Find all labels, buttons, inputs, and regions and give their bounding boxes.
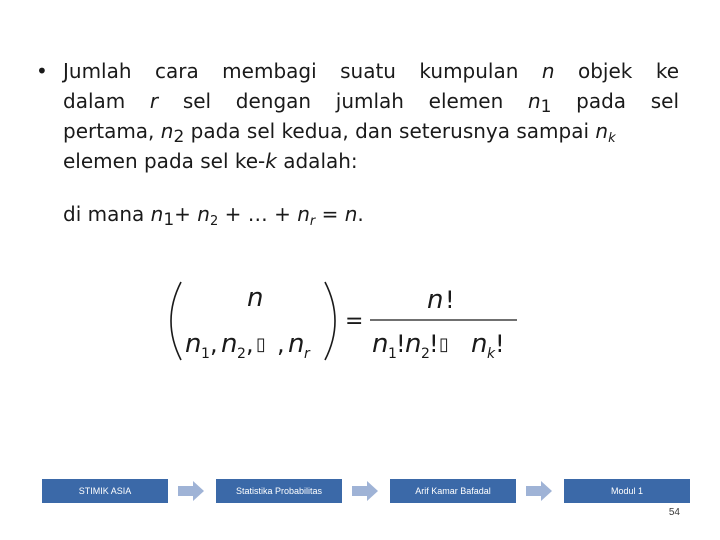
bottom-nr: n bbox=[288, 329, 305, 359]
den-placeholder-glyph: ▯ bbox=[439, 334, 449, 355]
multinomial-formula bbox=[165, 276, 525, 366]
footer-author: Arif Kamar Bafadal bbox=[390, 479, 516, 503]
bullet-dot: • bbox=[36, 59, 48, 83]
bullet-line-3: pertama, $n_2$ pada sel kedua, dan seterusnya sampai $n_k$ bbox=[63, 119, 616, 147]
bottom-comma2: , bbox=[246, 330, 254, 358]
right-paren bbox=[325, 282, 335, 360]
bottom-n2: n bbox=[221, 329, 238, 359]
footer-course: Statistika Probabilitas bbox=[216, 479, 342, 503]
footer-module: Modul 1 bbox=[564, 479, 690, 503]
numerator-bang: ! bbox=[445, 286, 455, 314]
den-sub2: 2 bbox=[421, 346, 430, 362]
arrow-right-icon bbox=[526, 481, 552, 501]
bottom-sub2: 2 bbox=[237, 346, 246, 362]
arrow-right-icon bbox=[352, 481, 378, 501]
den-bang2: ! bbox=[429, 330, 439, 358]
left-paren bbox=[171, 282, 181, 360]
page-number: 54 bbox=[668, 507, 680, 518]
bottom-subr: r bbox=[304, 346, 310, 362]
footer-institution: STIMIK ASIA bbox=[42, 479, 168, 503]
equals-sign: = bbox=[345, 309, 364, 334]
top-n: n bbox=[247, 283, 264, 313]
den-n1: n bbox=[372, 329, 389, 359]
den-n2: n bbox=[405, 329, 422, 359]
bullet-line-4: elemen pada sel ke-k adalah: bbox=[63, 149, 358, 173]
bullet-line-2: dalam r sel dengan jumlah elemen $n_1$ pada sel bbox=[63, 89, 679, 117]
den-bang1: ! bbox=[396, 330, 406, 358]
bullet-line-1: Jumlah cara membagi suatu kumpulan n objek ke bbox=[63, 59, 679, 83]
bottom-comma1: , bbox=[210, 330, 218, 358]
den-nk: n bbox=[471, 329, 488, 359]
bottom-n1: n bbox=[185, 329, 202, 359]
den-sub1: 1 bbox=[388, 346, 397, 362]
bullet-text bbox=[63, 56, 679, 176]
bottom-comma3: , bbox=[277, 330, 285, 358]
footer-bar bbox=[42, 479, 690, 503]
numerator-n: n bbox=[427, 285, 444, 315]
den-subk: k bbox=[487, 346, 496, 362]
den-bangk: ! bbox=[495, 330, 505, 358]
condition-line: di mana $n_1+ n_2$ + … + $n_r = n$. bbox=[63, 202, 364, 230]
placeholder-glyph: ▯ bbox=[256, 334, 266, 355]
arrow-right-icon bbox=[178, 481, 204, 501]
bottom-sub1: 1 bbox=[201, 346, 210, 362]
